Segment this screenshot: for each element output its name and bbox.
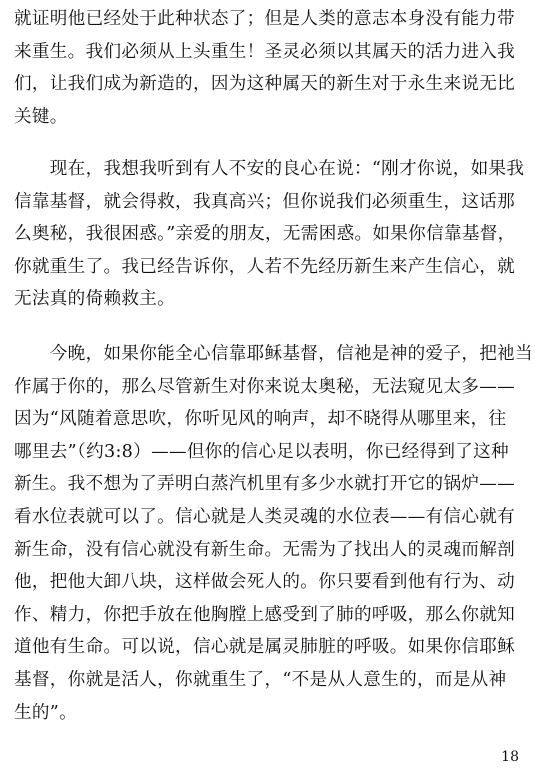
paragraph-2 [14,153,525,316]
paragraph-3 [14,338,533,729]
text-line: 新生。我不想为了弄明白蒸汽机里有多少水就打开它的锅炉—— [14,474,516,495]
text-line: 作属于你的，那么尽管新生对你来说太奥秘，无法窥见太多—— [14,376,516,397]
text-line: 因为“风随着意思吹，你听见风的响声，却不晓得从哪里来，往 [14,409,507,430]
text-line: 就证明他已经处于此种状态了；但是人类的意志本身没有能力带 [14,9,516,29]
text-line: 现在，我想我听到有人不安的良心在说：“刚才你说，如果我 [14,159,525,179]
text-line: 来重生。我们必须从上头重生！圣灵必须以其属天的活力进入我 [14,41,516,62]
text-line: 看水位表就可以了。信心就是人类灵魂的水位表——有信心就有 [14,506,516,527]
text-line: 他，把他大卸八块，这样做会死人的。你只要看到他有行为、动 [14,572,516,593]
text-line: 作、精力，你把手放在他胸膛上感受到了肺的呼吸，那么你就知 [14,604,516,625]
text-line: 道他有生命。可以说，信心就是属灵肺脏的呼吸。如果你信耶稣 [14,637,516,658]
text-line: 们，让我们成为新造的，因为这种属天的新生对于永生来说无比 [14,74,516,95]
text-line: 信靠基督，就会得救，我真高兴；但你说我们必须重生，这话那 [14,191,516,212]
text-line: 关键。 [14,106,68,127]
text-line: 无法真的倚赖救主。 [14,289,176,310]
page-number: 18 [501,749,519,765]
text-line: 哪里去”（约3:8）——但你的信心足以表明，你已经得到了这种 [14,441,509,462]
text-line: 么奥秘，我很困惑。”亲爱的朋友，无需困惑。如果你信靠基督， [14,224,516,245]
text-line: 新生命，没有信心就没有新生命。无需为了找出人的灵魂而解剖 [14,539,516,560]
text-line: 生的”。 [14,702,77,723]
text-line: 今晚，如果你能全心信靠耶稣基督，信祂是神的爱子，把祂当 [14,344,533,364]
paragraph-1 [14,3,519,133]
text-line: 基督，你就是活人，你就重生了，“不是从人意生的，而是从神 [14,669,507,690]
text-line: 你就重生了。我已经告诉你，人若不先经历新生来产生信心，就 [14,256,516,277]
